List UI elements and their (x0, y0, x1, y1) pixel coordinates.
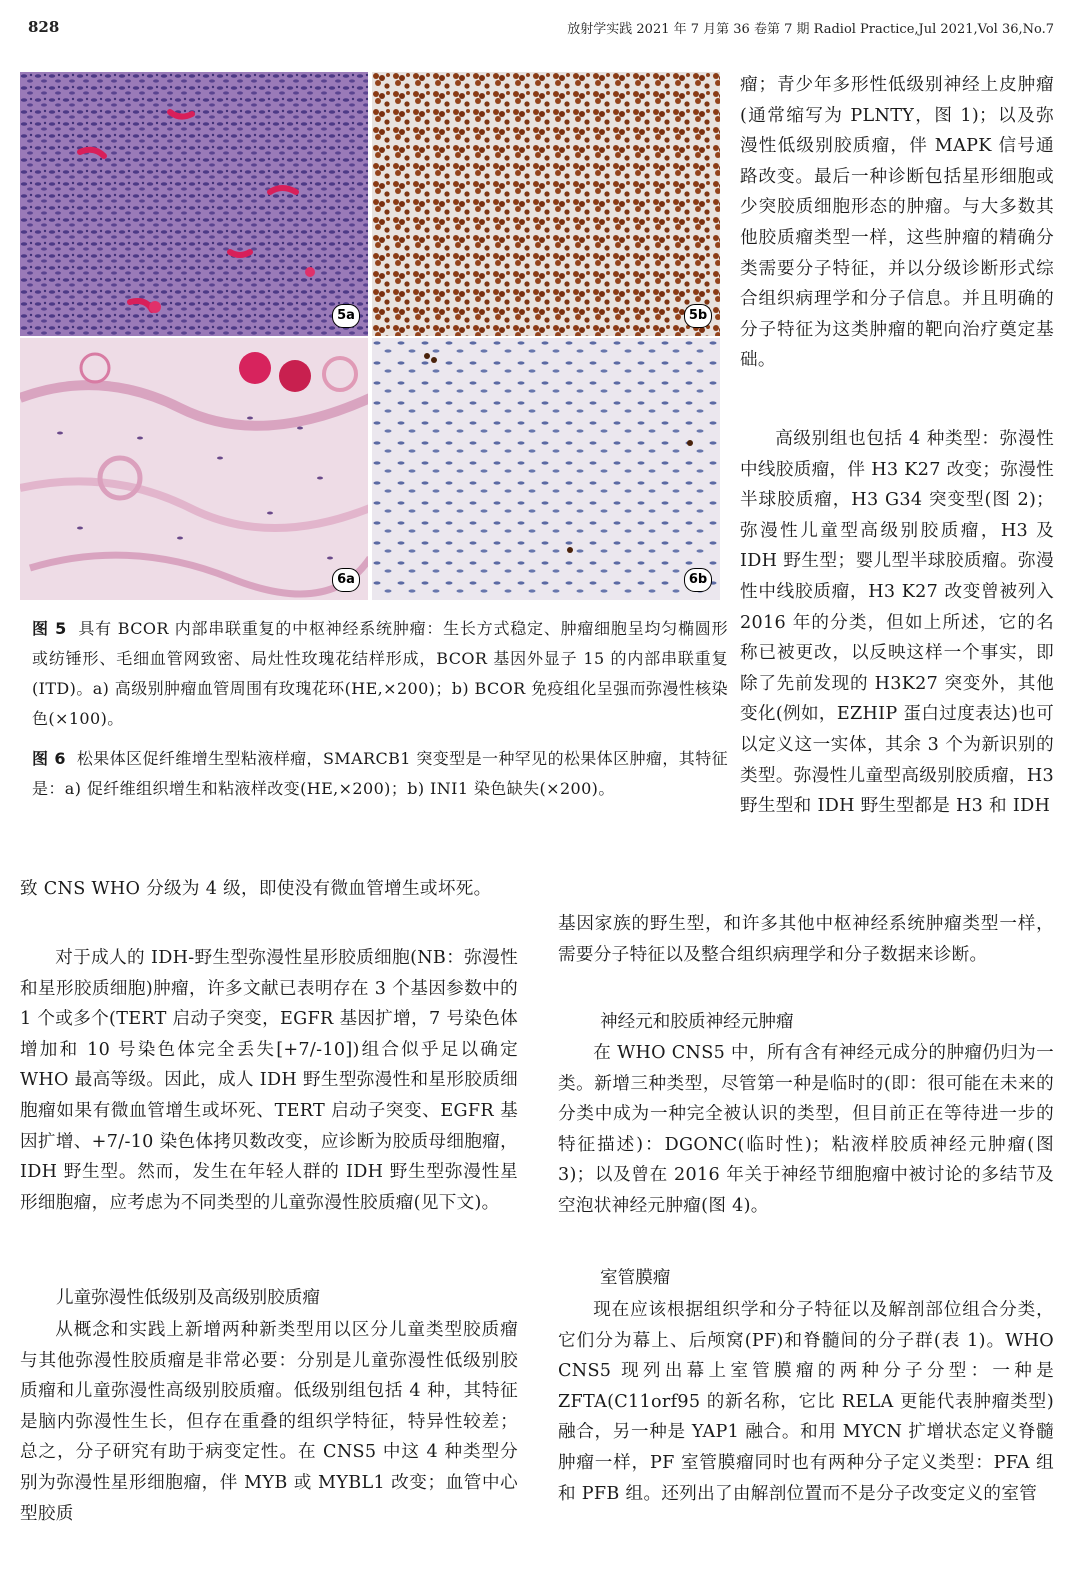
section-heading: 室管膜瘤 (600, 1268, 671, 1288)
body-paragraph: 基因家族的野生型，和许多其他中枢神经系统肿瘤类型一样，需要分子特征以及整合组织病理学和分子数据来诊断。 (558, 914, 1054, 965)
body-paragraph: 在 WHO CNS5 中，所有含有神经元成分的肿瘤仍归为一类。新增三种类型，尽管第一种是临时的(即：很可能在未来的分类中成为一种完全被认识的类型，但目前正在等待进一步的特征描述)：DGONC(临时性)；粘液样胶质神经元肿瘤(图 3)；以及曾在 2016 年关于神经节细胞瘤中被讨论的多结节及空泡状神经元肿瘤(图 4)。 (558, 1043, 1054, 1216)
panel-label: 5b (684, 304, 712, 328)
section-heading: 神经元和胶质神经元肿瘤 (600, 1012, 794, 1032)
body-paragraph: 致 CNS WHO 分级为 4 级，即使没有微血管增生或坏死。 (20, 879, 492, 899)
body-paragraph: 瘤；青少年多形性低级别神经上皮肿瘤(通常缩写为 PLNTY，图 1)；以及弥漫性低级别胶质瘤，伴 MAPK 信号通路改变。最后一种诊断包括星形细胞或少突胶质细胞形态的肿瘤。与大多数其他胶质瘤类型一样，这些肿瘤的精确分类需要分子特征，并以分级诊断形式综合组织病理学和分子信息。并且明确的分子特征为这类肿瘤的靶向治疗奠定基础。 (740, 75, 1054, 371)
figure-5b-bcor-ihc (372, 72, 720, 336)
section-heading: 儿童弥漫性低级别及高级别胶质瘤 (56, 1288, 320, 1308)
page-number: 828 (28, 18, 60, 36)
body-paragraph: 从概念和实践上新增两种新类型用以区分儿童类型胶质瘤与其他弥漫性胶质瘤是非常必要：分别是儿童弥漫性低级别胶质瘤和儿童弥漫性高级别胶质瘤。低级别组包括 4 种，其特征是脑内弥漫性生长，但存在重叠的组织学特征，特异性较差；总之，分子研究有助于病变定性。在 CNS5 中这 4 种类型分别为弥漫性星形细胞瘤，伴 MYB 或 MYBL1 改变；血管中心型胶质 (20, 1320, 518, 1524)
caption-tag: 图 6 (32, 749, 66, 768)
caption-text: 具有 BCOR 内部串联重复的中枢神经系统肿瘤：生长方式稳定、肿瘤细胞呈均匀椭圆形或纺锤形、毛细血管网致密、局灶性玫瑰花结样形成，BCOR 基因外显子 15 的内部串联重复(ITD)。a) 高级别肿瘤血管周围有玫瑰花环(HE,×200)；b) BCOR 免疫组化呈强而弥漫性核染色(×100)。 (32, 619, 728, 728)
body-paragraph: 现在应该根据组织学和分子特征以及解剖部位组合分类，它们分为幕上、后颅窝(PF)和脊髓间的分子群(表 1)。WHO CNS5 现列出幕上室管膜瘤的两种分子分型：一种是 ZFTA(C11orf95 的新名称，它比 RELA 更能代表肿瘤类型)融合，另一种是 YAP1 融合。和用 MYCN 扩增状态定义脊髓肿瘤一样，PF 室管膜瘤同时也有两种分子定义类型：PFA 组和 PFB 组。还列出了由解剖位置而不是分子改变定义的室管 (558, 1300, 1054, 1504)
figure-6b-ini1-stain (372, 338, 720, 600)
figure-6a-he-stain (20, 338, 368, 600)
figure-6-caption (32, 744, 728, 804)
caption-tag: 图 5 (32, 619, 67, 638)
caption-text: 松果体区促纤维增生型粘液样瘤，SMARCB1 突变型是一种罕见的松果体区肿瘤，其特征是：a) 促纤维组织增生和粘液样改变(HE,×200)；b) INI1 染色缺失(×200)。 (32, 749, 729, 798)
panel-label: 5a (332, 304, 360, 328)
panel-label: 6a (332, 568, 360, 592)
running-header: 放射学实践 2021 年 7 月第 36 卷第 7 期 Radiol Practice,Jul 2021,Vol 36,No.7 (567, 22, 1054, 37)
figure-5-caption (32, 614, 728, 734)
figure-5a-he-stain (20, 72, 368, 336)
panel-label: 6b (684, 568, 712, 592)
body-paragraph: 高级别组也包括 4 种类型：弥漫性中线胶质瘤，伴 H3 K27 改变；弥漫性半球胶质瘤，H3 G34 突变型(图 2)；弥漫性儿童型高级别胶质瘤，H3 及 IDH 野生型；婴儿型半球胶质瘤。弥漫性中线胶质瘤，H3 K27 改变曾被列入 2016 年的分类，但如上所述，它的名称已被更改，以反映这样一个事实，即除了先前发现的 H3K27 突变外，其他变化(例如，EZHIP 蛋白过度表达)也可以定义这一实体，其余 3 个为新识别的类型。弥漫性儿童型高级别胶质瘤，H3 野生型和 IDH 野生型都是 H3 和 IDH (740, 429, 1054, 817)
body-paragraph: 对于成人的 IDH-野生型弥漫性星形胶质细胞(NB：弥漫性和星形胶质细胞)肿瘤，许多文献已表明存在 3 个基因参数中的 1 个或多个(TERT 启动子突变，EGFR 基因扩增，7 号染色体增加和 10 号染色体完全丢失[+7/-10])组合似乎足以确定 WHO 最高等级。因此，成人 IDH 野生型弥漫性和星形胶质细胞瘤如果有微血管增生或坏死、TERT 启动子突变、EGFR 基因扩增、+7/-10 染色体拷贝数改变，应诊断为胶质母细胞瘤，IDH 野生型。然而，发生在年轻人群的 IDH 野生型弥漫性星形细胞瘤，应考虑为不同类型的儿童弥漫性胶质瘤(见下文)。 (20, 948, 518, 1213)
